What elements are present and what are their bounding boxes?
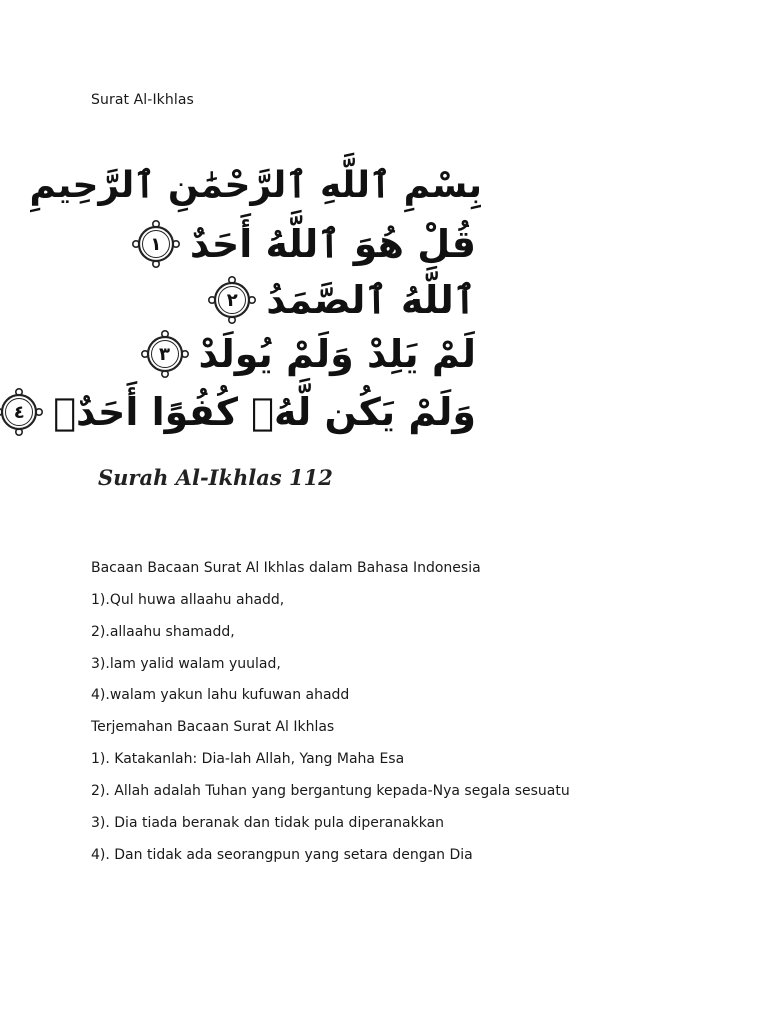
translation-line-3: 3). Dia tiada beranak dan tidak pula diperanakkan [91,815,445,831]
verse-number: ١ [150,233,162,255]
verse-number: ٣ [159,343,170,365]
page-title: Surat Al-Ikhlas [91,92,194,108]
verse-line-3 [139,325,477,383]
verse-number: ٢ [226,289,238,311]
verse-number-medallion-icon [206,274,258,326]
verse-line-2 [206,271,476,329]
transliteration-line-1: 1).Qul huwa allaahu ahadd, [91,592,285,608]
basmala-line [30,157,482,215]
verse-text: وَلَمْ يَكُن لَّهُۥ كُفُوًا أَحَدٌۢ [53,390,476,434]
verse-text: قُلْ هُوَ ٱللَّهُ أَحَدٌ [189,222,476,266]
translation-line-1: 1). Katakanlah: Dia-lah Allah, Yang Maha Esa [91,751,405,767]
verse-number-medallion-icon [0,386,45,438]
basmala-text: بِسْمِ ٱللَّهِ ٱلرَّحْمَٰنِ ٱلرَّحِيمِ [29,165,482,206]
image-caption: Surah Al-Ikhlas 112 [98,465,333,490]
transliteration-line-2: 2).allaahu shamadd, [91,624,235,640]
verse-number-medallion-icon [139,328,191,380]
verse-line-4 [0,383,476,441]
transliteration-heading: Bacaan Bacaan Surat Al Ikhlas dalam Bahasa Indonesia [91,560,481,576]
verse-text: لَمْ يَلِدْ وَلَمْ يُولَدْ [198,332,476,376]
transliteration-line-4: 4).walam yakun lahu kufuwan ahadd [91,687,350,703]
translation-line-2: 2). Allah adalah Tuhan yang bergantung kepada-Nya segala sesuatu [91,783,570,799]
translation-heading: Terjemahan Bacaan Surat Al Ikhlas [91,719,335,735]
transliteration-line-3: 3).lam yalid walam yuulad, [91,656,281,672]
verse-line-1 [130,215,476,273]
verse-text: ٱللَّهُ ٱلصَّمَدُ [266,278,476,322]
verse-number: ٤ [13,401,25,423]
surah-image [13,135,492,505]
verse-number-medallion-icon [130,218,182,270]
translation-line-4: 4). Dan tidak ada seorangpun yang setara dengan Dia [91,847,473,863]
